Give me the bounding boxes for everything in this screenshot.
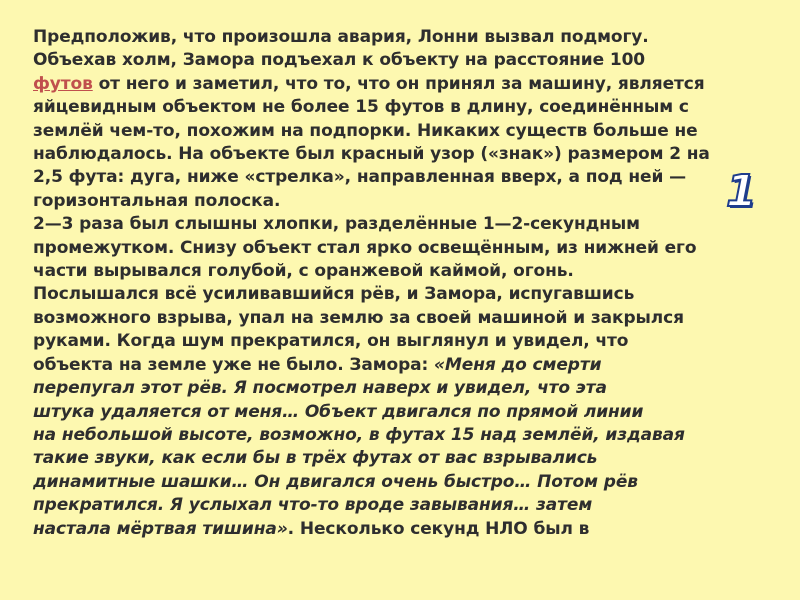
text-line: 2—3 раза был слышны хлопки, разделённые 1—2-секундным bbox=[33, 214, 640, 235]
text-line bbox=[33, 354, 783, 377]
quote-segment: настала мёртвая тишина» bbox=[33, 518, 288, 539]
quote-segment: «Меня до смерти bbox=[434, 354, 602, 375]
text-segment: от него и заметил, что то, что он принял за машину, является bbox=[92, 73, 705, 94]
text-line: Объехав холм, Замора подъехал к объекту на расстояние 100 bbox=[33, 50, 646, 71]
text-line: Послышался всё усиливавшийся рёв, и Замора, испугавшись bbox=[33, 284, 635, 305]
text-line bbox=[33, 518, 783, 541]
quote-line: на небольшой высоте, возможно, в футах 15 над землёй, издавая bbox=[33, 424, 685, 445]
text-line: промежутком. Снизу объект стал ярко освещённым, из нижней его bbox=[33, 237, 697, 258]
link-feet[interactable]: футов bbox=[33, 73, 93, 94]
quote-line: такие звуки, как если бы в трёх футах от вас взрывались bbox=[33, 448, 598, 469]
text-line: землёй чем-то, похожим на подпорки. Никаких существ больше не bbox=[33, 120, 698, 141]
quote-line: динамитные шашки… Он двигался очень быстро… Потом рёв bbox=[33, 471, 638, 492]
text-line bbox=[33, 73, 783, 96]
article-text bbox=[33, 26, 783, 541]
text-line: Предположив, что произошла авария, Лонни вызвал подмогу. bbox=[33, 27, 649, 47]
text-line: 2,5 фута: дуга, ниже «стрелка», направленная вверх, а под ней — bbox=[33, 167, 686, 188]
text-segment: . Несколько секунд НЛО был в bbox=[287, 518, 590, 539]
slide-number-badge: 1 bbox=[726, 166, 757, 217]
text-line: части вырывался голубой, с оранжевой каймой, огонь. bbox=[33, 261, 574, 282]
text-line: горизонтальная полоска. bbox=[33, 190, 281, 211]
quote-line: прекратился. Я услыхал что-то вроде завывания… затем bbox=[33, 495, 593, 516]
quote-line: штука удаляется от меня… Объект двигался по прямой линии bbox=[33, 401, 644, 422]
text-line: руками. Когда шум прекратился, он выглянул и увидел, что bbox=[33, 331, 629, 352]
text-segment: объекта на земле уже не было. Замора: bbox=[33, 354, 435, 375]
text-line: возможного взрыва, упал на землю за своей машиной и закрылся bbox=[33, 307, 684, 328]
text-line: яйцевидным объектом не более 15 футов в длину, соединённым с bbox=[33, 97, 689, 118]
quote-line: перепугал этот рёв. Я посмотрел наверх и увидел, что эта bbox=[33, 378, 607, 399]
text-line: наблюдалось. На объекте был красный узор («знак») размером 2 на bbox=[33, 144, 710, 165]
